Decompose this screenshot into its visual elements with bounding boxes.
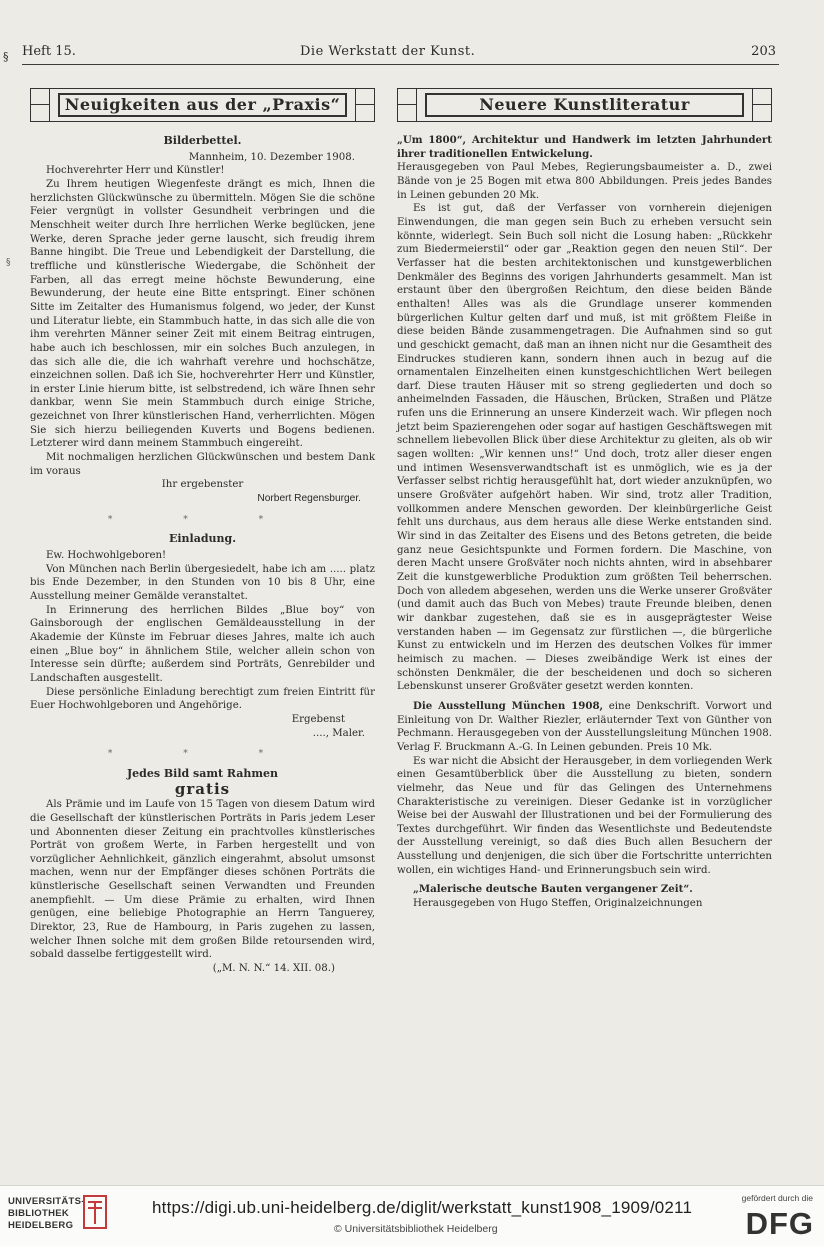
signature-2: ...., Maler. [312, 727, 365, 739]
left-column [30, 88, 375, 976]
funding-label: gefördert durch die [741, 1193, 813, 1203]
salutation-2: Ew. Hochwohlgeboren! [46, 550, 167, 562]
review-meta-um-1800: Herausgegeben von Paul Mebes, Regierungsbaumeister a. D., zwei Bände von je 25 Bogen mit etwa 800 Abbildungen. Preis jedes Bandes in Leinen gebunden 20 Mk. [397, 162, 772, 201]
invitation-body-2: In Erinnerung des herrlichen Bildes „Blue boy“ von Gainsborough der englischen Gemäldeausstellung in der Akademie der Künste im Februar dieses Jahres, malte ich auch einen „Blue boy“ in ähnlichem Stile, welcher allein schon von Interesse sein dürfte; außerdem sind Porträts, Genrebilder und Landschaften ausgestellt. [30, 604, 375, 684]
permalink-url[interactable]: https://digi.ub.uni-heidelberg.de/diglit/werkstatt_kunst1908_1909/0211 [152, 1198, 693, 1217]
salutation: Hochverehrter Herr und Künstler! [46, 165, 225, 177]
place-date: Mannheim, 10. Dezember 1908. [188, 151, 355, 163]
ad-body: Als Prämie und im Laufe von 15 Tagen von diesem Datum wird die Gesellschaft der künstlerischen Porträts in Paris jedem Leser und Abonnenten dieser Zeitung ein prachtvolles künstlerisches Porträt von großem Werte, in Farben hergestellt und von vorzüglicher Aehnlichkeit, gänzlich eingerahmt, absolut umsonst machen, wenn nur der Empfänger dieses schönen Porträts die künstlerische Gesellschaft seinen Verwandten und Freunden anempfiehlt. — Um diese Prämie zu erhalten, wird Ihnen genügen, eine beliebige Photographie an Herrn Tanguerey, Direktor, 23, Rue de Hambourg, in Paris zugehen zu lassen, welcher Ihnen solche mit dem großen Bilde retoursenden wird, sobald dasselbe fertiggestellt wird. [30, 799, 375, 961]
article-title-jedes-bild: Jedes Bild samt Rahmen [126, 766, 279, 780]
page-mark-mid: § [6, 258, 11, 268]
review-meta-malerische-bauten: Herausgegeben von Hugo Steffen, Originalzeichnungen [413, 898, 703, 910]
page-mark-top: § [3, 50, 9, 63]
section-head-kunstliteratur [397, 88, 772, 122]
invitation-body-3: Diese persönliche Einladung berechtigt zum freien Eintritt für Euer Hochwohlgeboren und Angehörige. [30, 686, 375, 712]
signature: Norbert Regensburger. [257, 493, 361, 505]
letter-body: Zu Ihrem heutigen Wiegenfeste drängt es mich, Ihnen die herzlichsten Glückwünsche zu übermitteln. Mögen Sie die schöne Feier vergnügt in vollster Gesundheit verbringen und die Menschheit weiter durch Ihre herrlichen Werke beglücken, jene Werke, deren Sprache jeder gerne lauscht, sich freudig ihrem Banne hingibt. Die Treue und Lebendigkeit der Darstellung, die treffliche und künstlerische Wiedergabe, die Schönheit der Farben, all das erregt meine höchste Bewunderung, eine Bewunderung, der heute eine Bitte entspringt. Einer schönen Sitte im Zeitalter des Humanismus folgend, wo jeder, der Kunst und Literatur liebte, ein Stammbuch hatte, in das sich alle die von ihm verehrten Männer seiner Zeit mit einem Beitrag eintrugen, habe auch ich beschlossen, mir ein solches Buch anzulegen, in das sich alle die, die ich wahrhaft verehre und hochschätze, einzeichnen sollen. Daß ich Sie, hochverehrter Herr und Künstler, in erster Linie hierum bitte, ist selbstredend, ich wäre Ihnen sehr dankbar, wenn Sie mein Stammbuch durch einige Striche, gezeichnet von Ihrer künstlerischen Hand, verherrlichten. Mögen Sie sich hierzu beiliegenden Kuverts und Bogens bedienen. Letzterer wird dann meinem Stammbuch eingereiht. [30, 178, 375, 450]
section-head-praxis [30, 88, 375, 122]
closing-2: Ergebenst [291, 713, 345, 725]
header-rule [22, 64, 779, 65]
review-title-ausstellung: Die Ausstellung München 1908, [413, 699, 604, 712]
page-number: 203 [751, 44, 776, 59]
review-title-um-1800: „Um 1800“, Architektur und Handwerk im letzten Jahrhundert ihrer traditionellen Entwickelung. [397, 134, 772, 160]
letter-body-2: Mit nochmaligen herzlichen Glückwünschen und bestem Dank im voraus [30, 452, 375, 477]
right-column [397, 88, 772, 911]
section-title-kunstliteratur: Neuere Kunstliteratur [425, 93, 744, 117]
section-title-praxis: Neuigkeiten aus der „Praxis“ [58, 93, 347, 117]
university-logo-icon [82, 1194, 108, 1230]
separator-stars-2: * * * [107, 749, 298, 760]
separator-stars: * * * [107, 514, 298, 525]
issue-number: Heft 15. [22, 44, 76, 59]
article-title-einladung: Einladung. [168, 532, 237, 546]
review-body-ausstellung: Es war nicht die Absicht der Herausgeber, in dem vorliegenden Werk einen Gesamtüberblick über die Ausstellung zu bieten, sondern vielmehr, das Neue und für das Gelingen des Unternehmens Charakteristische zu vereinigen. Dieser Gedanke ist in vorzüglicher Weise bei der Auswahl der Illustrationen und bei der Formulierung des Textes durchgeführt. Wir finden das Wesentlichste und Bedeutendste der Ausstellung vereinigt, so daß dies Buch allen Besuchern der Ausstellung und denjenigen, die sich über die Fortschritte unterrichten wollen, ein wichtiges Hand- und Erinnerungsbuch sein wird. [397, 755, 772, 876]
review-title-malerische-bauten: „Malerische deutsche Bauten vergangener Zeit“. [413, 883, 693, 896]
ad-source: („M. N. N.“ 14. XII. 08.) [212, 963, 335, 975]
dfg-logo: DFG [745, 1206, 814, 1241]
review-body-um-1800: Es ist gut, daß der Verfasser von vornherein diejenigen Einwendungen, die man gegen sein Buch zu erheben versucht sein könnte, widerlegt. Sein Buch soll nicht die Losung haben: „Rückkehr zum Biedermeierstil“ oder gar „Reaktion gegen den neuen Stil“. Der Verfasser hat die besten architektonischen und kunstgewerblichen Denkmäler des Beginns des vorigen Jahrhunderts gesammelt. Man ist erstaunt über den übergroßen Reichtum, den diese beiden Bände enthalten! Alles was als die Grundlage unserer kommenden bürgerlichen Kultur gelten darf und muß, ist mit größtem Fleiße in diese beiden Bände zusammengetragen. Die Aufnahmen sind so gut und geschickt gemacht, daß man an ihnen nicht nur die Gesamtheit des Eindruckes studieren kann, sondern ihnen auch in bezug auf die ornamentalen Einzelheiten einen kunstgeschichtlichen Wert beilegen darf. Diese trauten Häuser mit so streng gegliederten und doch so anheimelnden Fassaden, die Häuschen, Brücken, Straßen und Plätze rufen uns die Erinnerung an unsere Kinderzeit wach. Wir pflegen noch jetzt beim Spazierengehen oder sogar auf hastigen Geschäftswegen mit schnellem liebevollen Blick über diese Architektur zu gleiten, als ob wir sagen wollten: „Wir kennen uns!“ Und doch, trotz aller dieser engen und intimen Wesensverwandtschaft ist es unmöglich, wie es ja der Verfasser selbst richtig herausgefühlt hat, dort wieder anzuknüpfen, wo unsere Großväter aufgehört haben. Wir sind, trotz aller Tradition, vollkommen andere Menschen geworden. Der kleinbürgerliche Geist fehlt uns durchaus, aus dem heraus alle diese Werke entstanden sind. Wir sind in das Zeitalter des Eisens und des Betons getreten, die beide ganz neue Gesichtspunkte und Formen fordern. Die Maschine, von deren Macht unsere Großväter noch nichts ahnten, wird in absehbarer Zeit die kunstgewerbliche Produktion zum größten Teil beherrschen. Doch von alledem abgesehen, werden uns die Werke unserer Großväter (und damit auch das Buch von Mebes) traute Freunde bleiben, denen wir dankbar zugestehen, daß sie es in ausgeprägtester Weise verstanden haben — im Gegensatz zur fürstlichen —, die bürgerliche Kunst zu entwickeln und im Herzen des deutschen Volkes für immer heimisch zu machen. — Dieses zweibändige Werk ist eines der schönsten Denkmäler, die der bescheidenen und doch so sicheren Lebenskunst unserer Großväter gesetzt werden konnten. [397, 203, 772, 693]
review-meta-ausstellung: eine Denkschrift. Vorwort und Einleitung von Dr. Walther Riezler, erläuternder Text von Günther von Pechmann. Herausgegeben von der Ausstellungsleitung München 1908. Verlag F. Bruckmann A.-G. In Leinen gebunden. Preis 10 Mk. [397, 700, 773, 753]
closing: Ihr ergebenster [161, 479, 244, 491]
institution-name: UNIVERSITÄTS- BIBLIOTHEK HEIDELBERG [8, 1196, 85, 1231]
footer-bar [0, 1185, 824, 1246]
article-title-bilderbettel: Bilderbettel. [163, 134, 242, 147]
invitation-body: Von München nach Berlin übergesiedelt, habe ich am ..... platz bis Ende Dezember, in den Stunden von 10 bis 8 Uhr, eine Ausstellung meiner Gemälde veranstaltet. [30, 563, 375, 602]
article-subtitle-gratis: gratis [174, 779, 231, 798]
running-title: Die Werkstatt der Kunst. [300, 44, 476, 59]
copyright-notice: © Universitätsbibliothek Heidelberg [334, 1223, 498, 1235]
